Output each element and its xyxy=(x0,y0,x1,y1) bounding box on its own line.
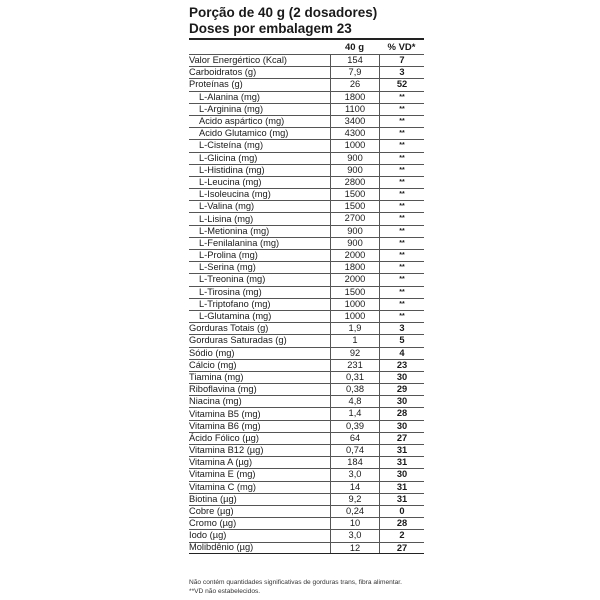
table-row xyxy=(189,225,424,237)
table-row xyxy=(189,66,424,78)
nutrient-name: L-Cisteína (mg) xyxy=(199,140,264,151)
table-row xyxy=(189,54,424,66)
nutrient-amount: 12 xyxy=(330,543,379,553)
header-amount: 40 g xyxy=(344,41,364,53)
nutrient-name: Vitamina E (mg) xyxy=(189,469,256,480)
table-row xyxy=(189,383,424,395)
table-row xyxy=(189,420,424,432)
nutrient-vd: 31 xyxy=(379,482,424,493)
table-row xyxy=(189,152,424,164)
header-vd: % VD* xyxy=(387,41,416,53)
nutrient-amount: 900 xyxy=(330,226,379,237)
table-row xyxy=(189,310,424,322)
nutrient-name: Gorduras Totais (g) xyxy=(189,323,269,334)
nutrient-amount: 1100 xyxy=(330,104,379,115)
nutrient-amount: 1800 xyxy=(330,262,379,273)
nutrient-vd: ** xyxy=(379,250,424,261)
nutrient-amount: 0,24 xyxy=(330,506,379,517)
nutrient-amount: 0,74 xyxy=(330,445,379,456)
nutrient-vd: ** xyxy=(379,128,424,139)
footnote-trans-fat: Não contém quantidades significativas de gorduras trans, fibra alimentar. xyxy=(189,579,402,586)
nutrient-amount: 154 xyxy=(330,55,379,66)
nutrient-name: L-Prolina (mg) xyxy=(199,250,258,261)
nutrient-vd: ** xyxy=(379,140,424,151)
nutrient-name: L-Histidina (mg) xyxy=(199,164,265,175)
nutrient-vd: ** xyxy=(379,92,424,103)
nutrient-amount: 1,9 xyxy=(330,323,379,334)
nutrient-amount: 3,0 xyxy=(330,469,379,480)
table-row xyxy=(189,115,424,127)
footnotes xyxy=(189,578,449,596)
nutrient-vd: 0 xyxy=(379,506,424,517)
nutrient-name: L-Arginina (mg) xyxy=(199,103,264,114)
table-row xyxy=(189,359,424,371)
nutrient-vd: ** xyxy=(379,165,424,176)
nutrient-amount: 14 xyxy=(330,482,379,493)
nutrient-amount: 900 xyxy=(330,165,379,176)
nutrient-name: L-Alanina (mg) xyxy=(199,91,260,102)
nutrient-amount: 2700 xyxy=(330,213,379,224)
nutrient-name: Acido aspártico (mg) xyxy=(199,116,285,127)
table-row xyxy=(189,468,424,480)
nutrient-amount: 1,4 xyxy=(330,408,379,419)
nutrient-vd: 30 xyxy=(379,469,424,480)
nutrient-name: Valor Energértico (Kcal) xyxy=(189,55,287,66)
nutrient-name: L-Triptofano (mg) xyxy=(199,298,271,309)
nutrient-vd: 29 xyxy=(379,384,424,395)
nutrient-name: L-Metionina (mg) xyxy=(199,225,270,236)
nutrient-vd: ** xyxy=(379,311,424,322)
table-row xyxy=(189,127,424,139)
nutrient-name: L-Glutamina (mg) xyxy=(199,311,272,322)
table-row xyxy=(189,91,424,103)
nutrient-vd: ** xyxy=(379,287,424,298)
nutrient-amount: 900 xyxy=(330,238,379,249)
nutrient-name: Vitamina B12 (µg) xyxy=(189,445,264,456)
nutrient-vd: ** xyxy=(379,299,424,310)
nutrient-name: Niacina (mg) xyxy=(189,396,242,407)
nutrient-vd: ** xyxy=(379,153,424,164)
table-row xyxy=(189,273,424,285)
table-row xyxy=(189,176,424,188)
nutrient-amount: 64 xyxy=(330,433,379,444)
table-row xyxy=(189,212,424,224)
nutrient-amount: 2000 xyxy=(330,250,379,261)
nutrient-amount: 184 xyxy=(330,457,379,468)
nutrient-vd: 30 xyxy=(379,372,424,383)
nutrient-vd: 2 xyxy=(379,530,424,541)
nutrient-amount: 1500 xyxy=(330,201,379,212)
nutrient-vd: 28 xyxy=(379,518,424,529)
nutrient-name: L-Serina (mg) xyxy=(199,262,256,273)
nutrient-vd: 23 xyxy=(379,360,424,371)
table-row xyxy=(189,444,424,456)
nutrient-name: L-Leucina (mg) xyxy=(199,176,262,187)
table-header xyxy=(189,40,424,54)
nutrient-vd: 31 xyxy=(379,494,424,505)
table-row xyxy=(189,249,424,261)
nutrient-amount: 1500 xyxy=(330,189,379,200)
nutrient-amount: 4300 xyxy=(330,128,379,139)
nutrient-vd: 30 xyxy=(379,421,424,432)
nutrient-vd: 31 xyxy=(379,457,424,468)
table-row xyxy=(189,103,424,115)
table-row xyxy=(189,334,424,346)
nutrient-vd: ** xyxy=(379,116,424,127)
nutrient-name: L-Isoleucina (mg) xyxy=(199,189,271,200)
nutrient-vd: 3 xyxy=(379,67,424,78)
nutrient-vd: 7 xyxy=(379,55,424,66)
nutrient-name: Cromo (µg) xyxy=(189,518,237,529)
nutrient-vd: ** xyxy=(379,213,424,224)
nutrient-amount: 1000 xyxy=(330,140,379,151)
nutrient-name: L-Tirosina (mg) xyxy=(199,286,262,297)
nutrient-amount: 9,2 xyxy=(330,494,379,505)
nutrient-amount: 2800 xyxy=(330,177,379,188)
nutrient-vd: 3 xyxy=(379,323,424,334)
nutrient-name: Iodo (µg) xyxy=(189,530,227,541)
table-row xyxy=(189,188,424,200)
table-row xyxy=(189,347,424,359)
nutrient-name: Vitamina B6 (mg) xyxy=(189,420,261,431)
nutrient-name: Molibdênio (µg) xyxy=(189,542,254,553)
nutrient-amount: 2000 xyxy=(330,274,379,285)
table-row xyxy=(189,517,424,529)
nutrient-name: Sódio (mg) xyxy=(189,347,235,358)
nutrient-name: L-Fenilalanina (mg) xyxy=(199,237,280,248)
nutrient-amount: 0,39 xyxy=(330,421,379,432)
table-row xyxy=(189,298,424,310)
nutrient-amount: 7,9 xyxy=(330,67,379,78)
nutrient-amount: 1 xyxy=(330,335,379,346)
nutrient-name: Biotina (µg) xyxy=(189,493,237,504)
table-row xyxy=(189,78,424,90)
nutrient-name: Gorduras Saturadas (g) xyxy=(189,335,287,346)
nutrient-vd: ** xyxy=(379,201,424,212)
nutrient-name: Riboflavina (mg) xyxy=(189,384,257,395)
nutrient-vd: ** xyxy=(379,189,424,200)
nutrient-vd: ** xyxy=(379,274,424,285)
table-row xyxy=(189,456,424,468)
nutrient-name: L-Valina (mg) xyxy=(199,201,255,212)
nutrient-amount: 1000 xyxy=(330,299,379,310)
nutrient-amount: 900 xyxy=(330,153,379,164)
nutrient-amount: 0,31 xyxy=(330,372,379,383)
nutrient-name: Cálcio (mg) xyxy=(189,359,237,370)
table-row xyxy=(189,493,424,505)
nutrient-name: Vitamina A (µg) xyxy=(189,457,253,468)
table-row xyxy=(189,286,424,298)
nutrient-vd: 27 xyxy=(379,543,424,553)
table-row xyxy=(189,371,424,383)
nutrient-amount: 10 xyxy=(330,518,379,529)
nutrient-amount: 92 xyxy=(330,348,379,359)
nutrient-vd: ** xyxy=(379,226,424,237)
nutrient-amount: 231 xyxy=(330,360,379,371)
table-row xyxy=(189,529,424,541)
nutrient-vd: ** xyxy=(379,177,424,188)
nutrient-amount: 1500 xyxy=(330,287,379,298)
nutrient-name: Vitamina B5 (mg) xyxy=(189,408,261,419)
table-row xyxy=(189,237,424,249)
nutrient-vd: 27 xyxy=(379,433,424,444)
table-row xyxy=(189,505,424,517)
nutrient-name: L-Lisina (mg) xyxy=(199,213,254,224)
nutrient-name: L-Treonina (mg) xyxy=(199,274,266,285)
table-row xyxy=(189,261,424,273)
nutrient-vd: 52 xyxy=(379,79,424,90)
nutrient-amount: 1800 xyxy=(330,92,379,103)
nutrient-vd: 5 xyxy=(379,335,424,346)
nutrient-name: Ácido Fólico (µg) xyxy=(189,432,259,443)
nutrient-amount: 3400 xyxy=(330,116,379,127)
servings-per-package: Doses por embalagem 23 xyxy=(189,21,352,36)
nutrient-vd: ** xyxy=(379,262,424,273)
nutrient-amount: 3,0 xyxy=(330,530,379,541)
nutrient-vd: 31 xyxy=(379,445,424,456)
nutrient-vd: 28 xyxy=(379,408,424,419)
table-row xyxy=(189,407,424,419)
label-header xyxy=(189,0,424,37)
table-row xyxy=(189,322,424,334)
nutrient-amount: 26 xyxy=(330,79,379,90)
table-row xyxy=(189,481,424,493)
table-row xyxy=(189,432,424,444)
nutrient-amount: 1000 xyxy=(330,311,379,322)
nutrient-name: Proteínas (g) xyxy=(189,79,243,90)
nutrient-amount: 4,8 xyxy=(330,396,379,407)
nutrient-name: Carboidratos (g) xyxy=(189,67,257,78)
nutrient-name: Tiamina (mg) xyxy=(189,371,244,382)
nutrient-name: Cobre (µg) xyxy=(189,506,234,517)
nutrition-table xyxy=(189,40,424,554)
nutrient-vd: ** xyxy=(379,104,424,115)
nutrient-name: Vitamina C (mg) xyxy=(189,481,256,492)
footnote-vd: **VD não estabelecidos. xyxy=(189,588,261,595)
nutrient-vd: 4 xyxy=(379,348,424,359)
nutrient-amount: 0,38 xyxy=(330,384,379,395)
table-row xyxy=(189,139,424,151)
table-body xyxy=(189,54,424,554)
nutrient-name: Acido Glutamico (mg) xyxy=(199,128,289,139)
nutrient-vd: ** xyxy=(379,238,424,249)
serving-size: Porção de 40 g (2 dosadores) xyxy=(189,5,378,20)
table-row xyxy=(189,164,424,176)
nutrient-name: L-Glicina (mg) xyxy=(199,152,258,163)
nutrient-vd: 30 xyxy=(379,396,424,407)
table-row xyxy=(189,200,424,212)
table-row xyxy=(189,542,424,554)
table-row xyxy=(189,395,424,407)
